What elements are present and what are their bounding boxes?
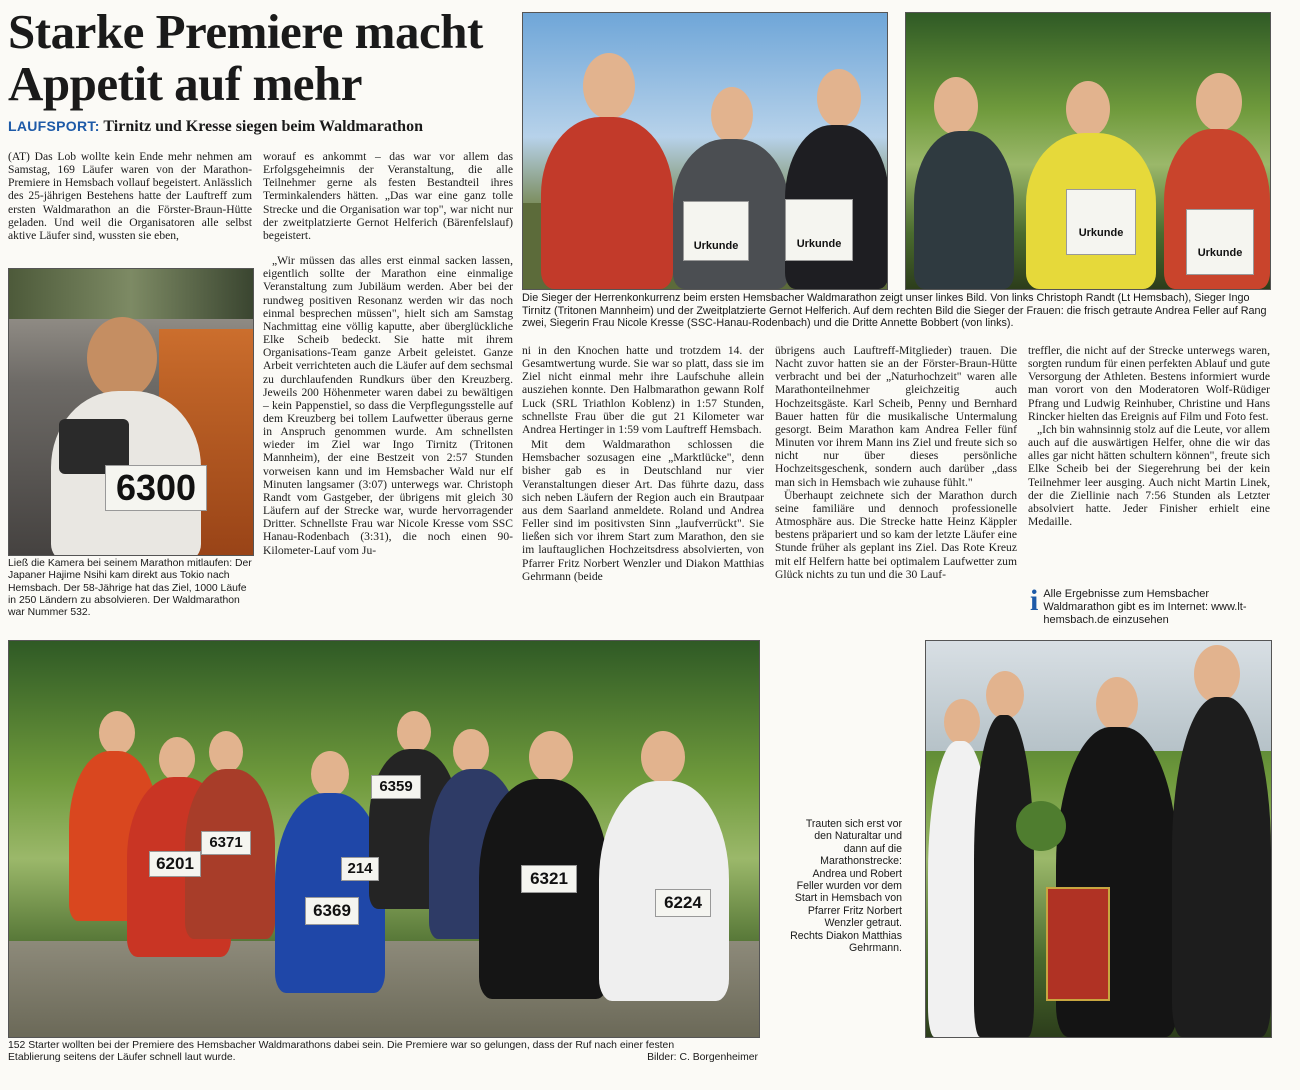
wedding-photo-caption: Trauten sich erst vor den Naturaltar und dann auf die Marathonstrecke: Andrea und Robert Feller wurden vor dem Start in Hemsbach von Pfarrer Fritz Norbert Wenzler getraut. Rechts Diakon Matthias Gehrmann.	[790, 818, 902, 955]
article-column-1	[8, 150, 252, 242]
photo-credit: Bilder: C. Borgenheimer	[647, 1052, 758, 1064]
certificate-label: Urkunde	[683, 201, 749, 261]
certificate-label: Urkunde	[1186, 209, 1254, 275]
bib-number: 6369	[305, 897, 359, 925]
lead-paragraph: (AT) Das Lob wollte kein Ende mehr nehmen am Samstag, 169 Läufer waren von der Marathon-Premiere in Hemsbach vollauf begeistert. Anlässlich des 25-jährigen Bestehens hatte der Lauftreff zum ersten Waldmarathon an die Förster-Braun-Hütte geladen. Und weil die Organisatoren alle selbst aktive Läufer sind, wussten sie eben,	[8, 150, 252, 242]
start-photo-caption-line2: Etablierung seitens der Läufer schnell laut wurde.	[8, 1052, 236, 1064]
col3-paragraph-2: Mit dem Waldmarathon schlossen die Hemsbacher sozusagen eine „Marktlücke", denn bisher gab es in Deutschland nur vier Veranstaltungen dieser Art. Das führte dazu, dass sich neben Läufern der Region auch ein Brautpaar aus dem Saarland anmeldete. Roland und Andrea Feller sind im positivsten Sinn „laufverrückt". Sie ließen sich vor ihrem Start zum Marathon, den sie im lauftauglichen Hochzeitsdress absolvierten, von Pfarrer Fritz Norbert Wenzler und Diakon Matthias Gehrmann (beide	[522, 438, 764, 583]
bib-number: 6371	[201, 831, 251, 855]
article-column-3	[522, 344, 764, 583]
article-column-4	[775, 344, 1017, 581]
col5-paragraph-2: „Ich bin wahnsinnig stolz auf die Leute, vor allem auch auf die auswärtigen Helfer, ohne die wir das alles gar nicht hätten schultern können", freute sich Elke Scheib bei der Siegerehrung bei der kein Teilnehmer leer ausging. Auch nicht Martin Linek, der die Ziellinie nach 7:56 Stunden als Letzter absolviert hatte. Jeder Finisher erhielt eine Medaille.	[1028, 422, 1270, 529]
col2-paragraph-2: „Wir müssen das alles erst einmal sacken lassen, eigentlich sollte der Marathon eine einmalige Veranstaltung zum Jubiläum werden. Aber bei der rundweg positiven Resonanz werden wir das noch einmal besprechen müssen", hielt sich am Samstag Nachmittag eine völlig kaputte, aber überglückliche Elke Scheib bedeckt. Sie hatte mit ihrem Organisations-Team ganze Arbeit geleistet. Ganze Arbeit verrichteten auch die Läufer auf dem sechsmal zu durchlaufenden Rundkurs über den Kreuzberg. Jeweils 200 Höhenmeter waren dabei zu bewältigen – kein Pappenstiel, so dass die Verpflegungsstelle auf dem Kreuzberg bei tollem Laufwetter überaus gerne in Anspruch genommen wurde. Am schnellsten wieder im Ziel war Ingo Tirnitz (Tritonen Mannheim), der eine Bestzeit von 2:57 Stunden vorweisen kann und im Hemsbacher Wald nur elf Minuten langsamer (3:07) unterwegs war. Christoph Randt vom Gastgeber, der übrigens mit gleich 30 Läufern auf der Strecke war, wurde hervorragender Dritter. Schnellste Frau war Nicole Kresse vom SSC Hanau-Rodenbach (3:31), die noch einen 90-Kilometer-Lauf vom Ju-	[263, 254, 513, 557]
info-icon: i	[1030, 584, 1039, 617]
photo-camera-runner	[8, 268, 254, 556]
subheadline-text: Tirnitz und Kresse siegen beim Waldmarathon	[103, 118, 423, 135]
bib-number: 6321	[521, 865, 577, 893]
photo-women-winners	[905, 12, 1271, 290]
certificate-label: Urkunde	[1066, 189, 1136, 255]
bib-number: 6359	[371, 775, 421, 799]
article-column-2	[263, 150, 513, 557]
certificate-label: Urkunde	[785, 199, 853, 261]
col4-paragraph-1: übrigens auch Lauftreff-Mitglieder) trauen. Die Nacht zuvor hatten sie an der Förster-Braun-Hütte verbracht und bei der „Naturhochzeit" waren alle Marathonteilnehmer gleichzeitig auch Hochzeitsgäste. Karl Scheib, Penny und Bernhard Bauer hatten für die musikalische Untermalung gesorgt. Beim Marathon kam Andrea Feller fünf Minuten vor ihrem Mann ins Ziel und freute sich so nicht nur über dieses persönliche Hochzeitsgeschenk, sondern auch darüber „dass man sich in Hemsbach wie zuhause fühlt."	[775, 344, 1017, 489]
col3-paragraph-1: ni in den Knochen hatte und trotzdem 14. der Gesamtwertung wurde. Sie war so platt, dass sie im Ziel nicht einmal mehr ihre Laufschuhe allein ausziehen konnte. Den Halbmarathon gewann Rolf Luck (SRL Triathlon Koblenz) in 1:57 Stunden, schnellste Frau über die gut 21 Kilometer war Andrea Hertinger in 1:59 vom Lauftreff Hemsbach.	[522, 344, 764, 436]
start-photo-caption	[8, 1040, 758, 1065]
bib-number: 6300	[105, 465, 207, 511]
article-column-5	[1028, 344, 1270, 528]
info-box	[1030, 584, 1270, 627]
headline: Starke Premiere macht Appetit auf mehr	[8, 4, 483, 111]
bib-number: 6224	[655, 889, 711, 917]
info-box-text: Alle Ergebnisse zum Hemsbacher Waldmarathon gibt es im Internet: www.lt-hemsbach.de einzusehen	[1043, 588, 1247, 626]
camera-photo-caption: Ließ die Kamera bei seinem Marathon mitlaufen: Der Japaner Hajime Nsihi kam direkt aus Tokio nach Hemsbach. Der 58-Jährige hat das Ziel, 1000 Läufe in 250 Ländern zu absolvieren. Der Waldmarathon war Nummer 532.	[8, 558, 252, 619]
start-photo-caption-line1: 152 Starter wollten bei der Premiere des Hemsbacher Waldmarathons dabei sein. Die Premiere war so gelungen, dass der Ruf nach einer festen	[8, 1040, 675, 1051]
photo-wedding-ceremony	[925, 640, 1272, 1038]
col2-paragraph-1: worauf es ankommt – das war vor allem das Erfolgsgeheimnis der Veranstaltung, die alle Teilnehmer gerne als festen Bestandteil ihres Terminkalenders hätten. „Das war eine ganz tolle Strecke und die Organisation war top", war nicht nur der zweitplatzierte Gernot Helferich (Bärenfelslauf) begeistert.	[263, 150, 513, 242]
bib-number: 214	[341, 857, 379, 881]
col5-paragraph-1: treffler, die nicht auf der Strecke unterwegs waren, sorgten rundum für einen perfekten Ablauf und gute Versorgung der Athleten. Bestens informiert wurde man vorort von den Moderatoren Wolf-Rüdiger Pfrang und Ludwig Reinhuber, Christine und Hans Rincker hielten das Ereignis auf Film und Foto fest.	[1028, 344, 1270, 423]
kicker-laufsport: LAUFSPORT:	[8, 118, 100, 134]
subheadline	[8, 118, 518, 136]
photo-men-winners	[522, 12, 888, 290]
col4-paragraph-2: Überhaupt zeichnete sich der Marathon durch seine familiäre und dennoch professionelle Atmosphäre aus. Die Strecke hatte Heinz Käppler bestens präpariert und so kam der letzte Läufer eine Stunde früher als geplant ins Ziel. Das Rote Kreuz mit elf Helfern hatte bei optimalem Laufwetter zum Glück nichts zu tun und die 30 Lauf-	[775, 488, 1017, 581]
bib-number: 6201	[149, 851, 201, 877]
photo-marathon-start	[8, 640, 760, 1038]
winners-photo-caption: Die Sieger der Herrenkonkurrenz beim ersten Hemsbacher Waldmarathon zeigt unser linkes Bild. Von links Christoph Randt (Lt Hemsbach), Sieger Ingo Tirnitz (Tritonen Mannheim) und der Zweitplatzierte Gernot Helferich. Auf dem rechten Bild die Sieger der Frauen: die frisch getraute Andrea Feller auf Rang zwei, Siegerin Frau Nicole Kresse (SSC-Hanau-Rodenbach) und die Dritte Annette Bobbert (von links).	[522, 292, 1267, 330]
